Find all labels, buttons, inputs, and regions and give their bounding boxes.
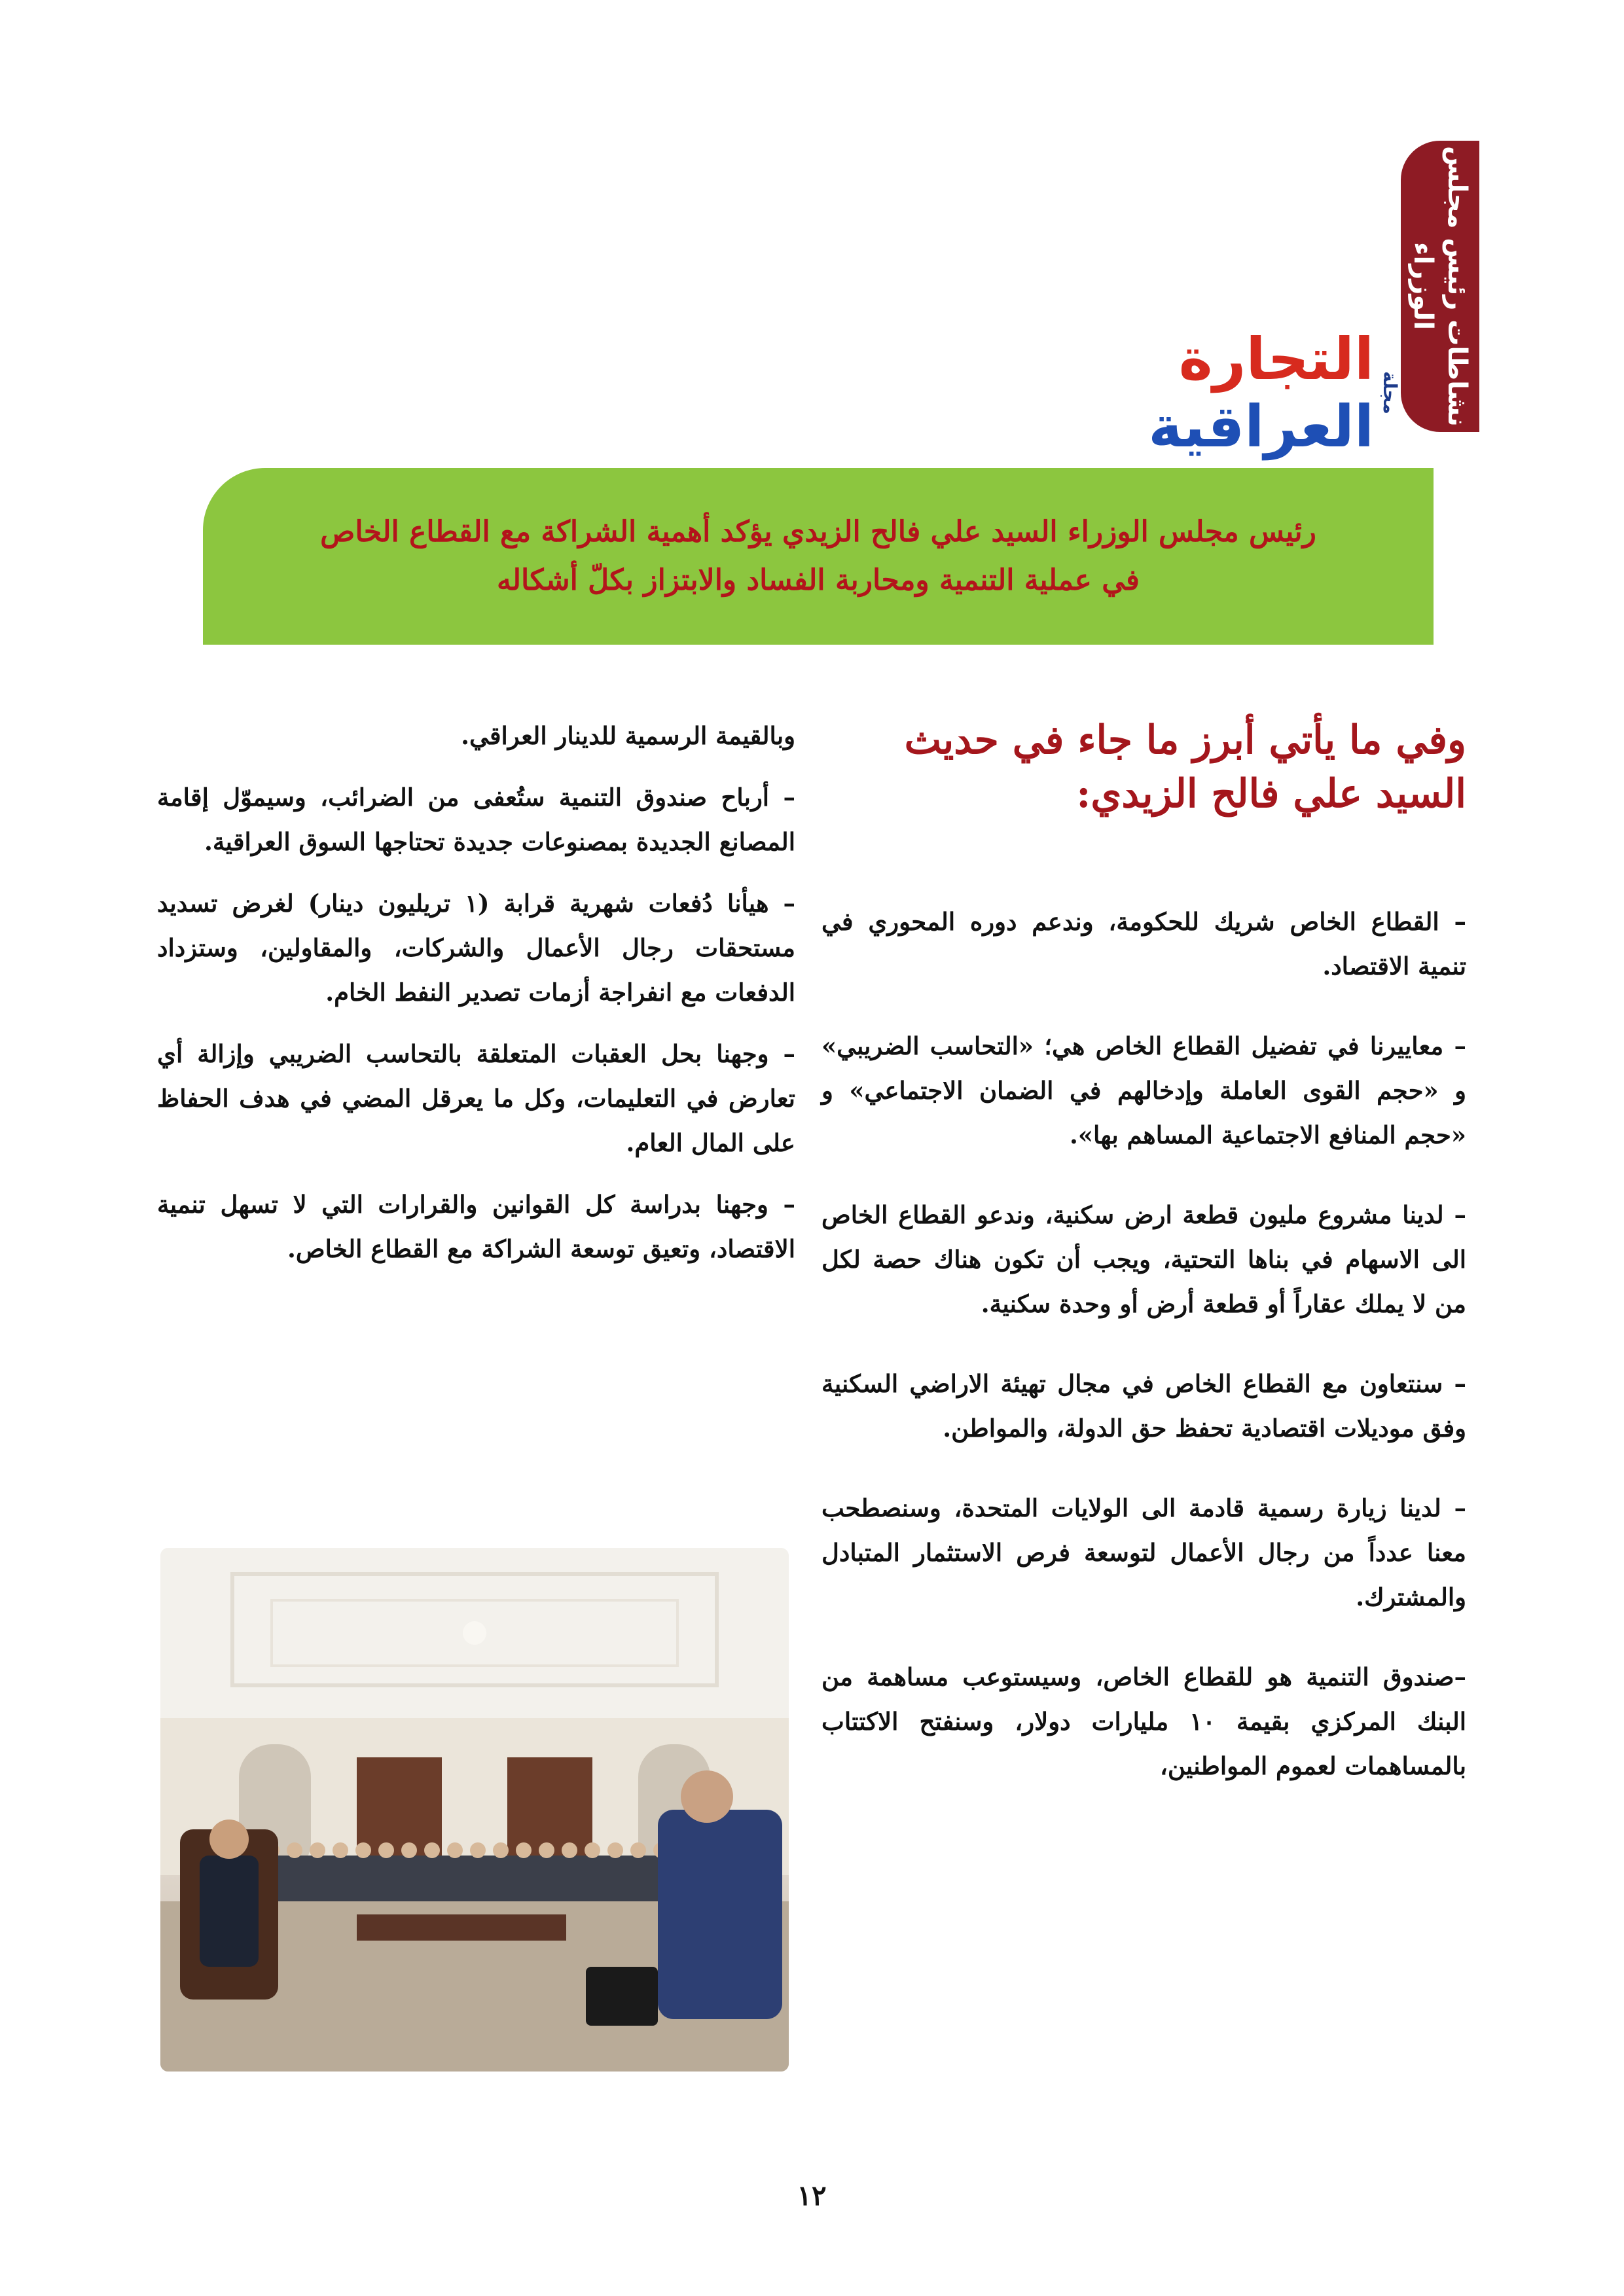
coffee-table <box>357 1914 566 1941</box>
left-column <box>157 713 795 1288</box>
ceiling-light <box>463 1621 486 1645</box>
meeting-photo <box>160 1548 789 2072</box>
official-head <box>209 1820 249 1859</box>
article-paragraph: – لدينا مشروع مليون قطعة ارض سكنية، وندعو القطاع الخاص الى الاسهام في بناها التحتية، ويجب أن تكون هناك حصة لكل من لا يملك عقاراً أو قطعة أرض أو وحدة سكنية. <box>821 1200 1466 1318</box>
page-number: ١٢ <box>797 2179 827 2212</box>
seated-official <box>200 1856 259 1967</box>
meeting-photo-illustration <box>160 1548 789 2072</box>
official-right-head <box>681 1770 733 1823</box>
article-paragraph: – وجهنا بحل العقبات المتعلقة بالتحاسب الضريبي وإزالة أي تعارض في التعليمات، وكل ما يعرقل المضي في هدف الحفاظ على المال العام. <box>157 1039 795 1157</box>
article-paragraph: – سنتعاون مع القطاع الخاص في مجال تهيئة الاراضي السكنية وفق موديلات اقتصادية تحفظ حق الدولة، والمواطن. <box>821 1369 1466 1443</box>
audience-row <box>252 1856 710 1901</box>
article-paragraph: – لدينا زيارة رسمية قادمة الى الولايات المتحدة، وسنصطحب معنا عدداً من رجال الأعمال لتوسعة فرص الاستثمار المتبادل والمشترك. <box>821 1494 1466 1611</box>
headline-box <box>203 468 1434 645</box>
logo-title <box>1074 325 1374 460</box>
article-paragraph: – معاييرنا في تفضيل القطاع الخاص هي؛ «التحاسب الضريبي» و «حجم القوى العاملة وإدخالهم في الضمان الاجتماعي» و «حجم المنافع الاجتماعية المساهم بها». <box>821 1031 1466 1149</box>
article-paragraph: – وجهنا بدراسة كل القوانين والقرارات التي لا تسهل تنمية الاقتصاد، وتعيق توسعة الشراكة مع القطاع الخاص. <box>157 1190 795 1263</box>
article-paragraph: – القطاع الخاص شريك للحكومة، وندعم دوره المحوري في تنمية الاقتصاد. <box>821 907 1466 980</box>
magazine-logo <box>1074 325 1401 460</box>
logo-title-rest: العراقية <box>1148 393 1374 460</box>
article-paragraph: – هيأنا دُفعات شهرية قرابة (١ تريليون دينار) لغرض تسديد مستحقات رجال الأعمال والشركات، والمقاولين، وستزداد الدفعات مع انفراجة أزمات تصدير النفط الخام. <box>157 889 795 1007</box>
logo-small-label: مجلة <box>1379 371 1401 414</box>
headline-line-1: رئيس مجلس الوزراء السيد علي فالح الزيدي يؤكد أهمية الشراكة مع القطاع الخاص <box>320 515 1316 548</box>
logo-title-accent: التجارة <box>1178 325 1374 393</box>
seated-official-right <box>658 1810 782 2019</box>
right-column <box>821 713 1466 1823</box>
briefcase <box>586 1967 658 2026</box>
article-paragraph: – أرباح صندوق التنمية ستُعفى من الضرائب، وسيموّل إقامة المصانع الجديدة بمصنوعات جديدة تحتاجها السوق العراقية. <box>157 783 795 856</box>
article-paragraph: وبالقيمة الرسمية للدينار العراقي. <box>461 721 795 750</box>
article-subtitle: وفي ما يأتي أبرز ما جاء في حديث السيد علي فالح الزيدي: <box>904 717 1466 817</box>
section-tab-label: نشاطات رئيس مجلس الوزراء <box>1408 146 1472 427</box>
headline-line-2: في عملية التنمية ومحاربة الفساد والابتزاز بكلّ أشكاله <box>497 564 1140 597</box>
article-paragraph: –صندوق التنمية هو للقطاع الخاص، وسيستوعب مساهمة من البنك المركزي بقيمة ١٠ مليارات دولار، وسنفتح الاكتتاب بالمساهمات لعموم المواطنين، <box>821 1662 1466 1780</box>
